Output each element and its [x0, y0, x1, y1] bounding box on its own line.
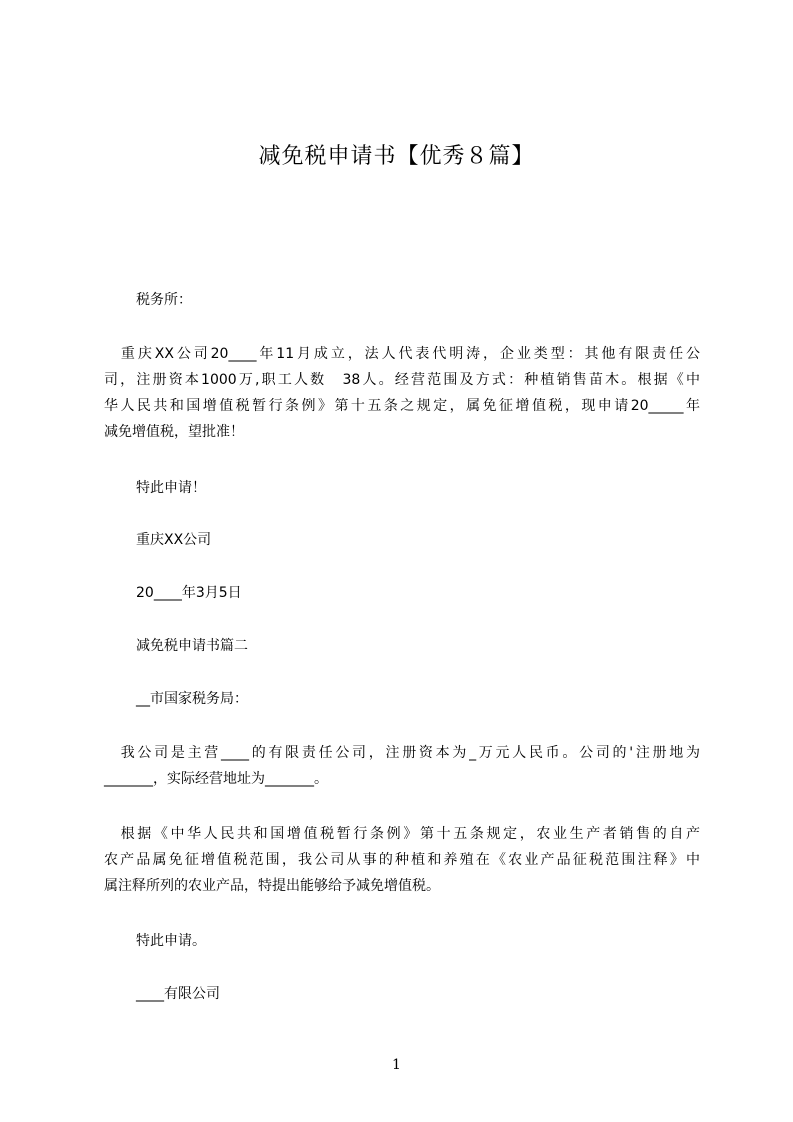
body-paragraph-2: [104, 740, 700, 792]
paragraph-line: 我公司是主营____的有限责任公司，注册资本为_万元人民币。公司的'注册地为: [104, 745, 700, 761]
closing-statement: 特此申请！: [136, 480, 206, 496]
paragraph-line: _______，实际经营地址为_______。: [104, 771, 328, 787]
paragraph-line: 减免增值税，望批准！: [104, 424, 244, 440]
section-heading: 减免税申请书篇二: [136, 638, 248, 654]
body-paragraph-1: [104, 341, 700, 445]
paragraph-line: 根据《中华人民共和国增值税暂行条例》第十五条规定，农业生产者销售的自产: [104, 826, 700, 842]
paragraph-line: 属注释所列的农业产品，特提出能够给予减免增值税。: [104, 878, 440, 894]
paragraph-line: 司，注册资本1000万,职工人数 38人。经营范围及方式：种植销售苗木。根据《中: [104, 372, 700, 388]
signature-company: ____有限公司: [136, 986, 220, 1002]
salutation: __市国家税务局：: [136, 691, 248, 707]
paragraph-line: 农产品属免征增值税范围，我公司从事的种植和养殖在《农业产品征税范围注释》中: [104, 852, 700, 868]
page-number: 1: [392, 1057, 401, 1073]
signature-date: 20____年3月5日: [136, 585, 242, 601]
document-title: 减免税申请书【优秀８篇】: [258, 144, 535, 169]
body-paragraph-3: [104, 821, 700, 899]
paragraph-line: 华人民共和国增值税暂行条例》第十五条之规定，属免征增值税，现申请20_____年: [104, 398, 700, 414]
closing-statement: 特此申请。: [136, 933, 206, 949]
paragraph-line: 重庆XX公司20____年11月成立，法人代表代明涛，企业类型：其他有限责任公: [104, 346, 700, 362]
salutation: 税务所：: [136, 292, 192, 308]
signature-company: 重庆XX公司: [136, 532, 212, 548]
